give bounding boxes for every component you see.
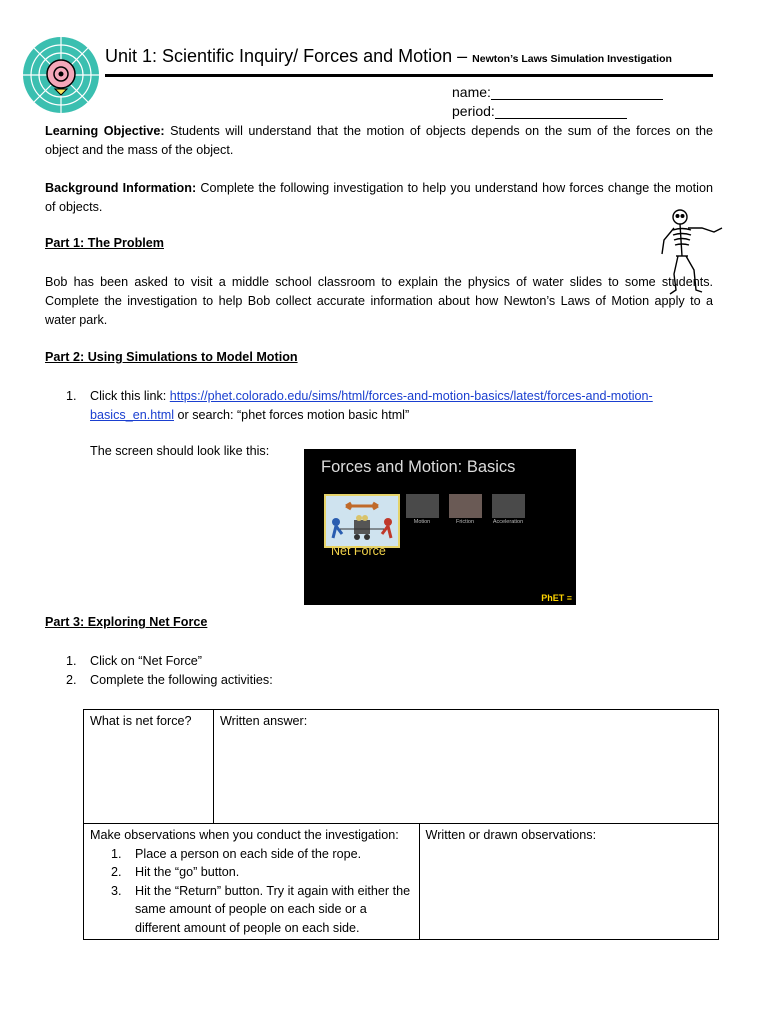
table-cell-instructions bbox=[84, 824, 420, 940]
background-information bbox=[45, 179, 713, 217]
table-row bbox=[84, 824, 719, 940]
part2-step1 bbox=[66, 387, 706, 424]
part2-step1-suffix: or search: “phet forces motion basic html” bbox=[174, 407, 410, 422]
period-label: period: bbox=[452, 103, 495, 119]
instruction-text: Hit the “Return” button. Try it again with either the same amount of people on each side or a different amount of people on each side. bbox=[135, 883, 411, 935]
friction-thumbnail bbox=[449, 494, 482, 518]
part3-steps bbox=[66, 652, 706, 689]
instruction-number: 1. bbox=[111, 846, 122, 861]
part2-step1-number: 1. bbox=[66, 389, 77, 403]
name-blank[interactable] bbox=[491, 84, 663, 100]
acceleration-thumbnail-label: Acceleration bbox=[492, 519, 524, 525]
learning-objective-label: Learning Objective: bbox=[45, 124, 165, 138]
instruction-text: Place a person on each side of the rope. bbox=[135, 846, 362, 861]
screen-note: The screen should look like this: bbox=[90, 444, 270, 458]
net-force-thumbnail bbox=[324, 494, 400, 548]
friction-thumbnail-label: Friction bbox=[455, 519, 475, 525]
part2-step1-prefix: Click this link: bbox=[90, 389, 170, 403]
part1-text: Bob has been asked to visit a middle school classroom to explain the physics of water slides to some students. Complete the investigation to help Bob collect accurate information about how Newton’s Laws of Motion apply to a water park. bbox=[45, 275, 713, 327]
observations-label: Written or drawn observations: bbox=[425, 828, 597, 842]
motion-thumbnail bbox=[406, 494, 439, 518]
part3-step-number: 2. bbox=[66, 672, 77, 687]
activity-table bbox=[83, 709, 719, 940]
instruction-item bbox=[90, 863, 413, 882]
part3-step bbox=[66, 671, 706, 690]
acceleration-thumbnail bbox=[492, 494, 525, 518]
part3-step-number: 1. bbox=[66, 654, 77, 668]
part3-heading: Part 3: Exploring Net Force bbox=[45, 615, 208, 629]
title-divider bbox=[105, 74, 713, 77]
learning-objective bbox=[45, 122, 713, 160]
table-cell-answer-label[interactable] bbox=[214, 710, 719, 824]
instruction-number: 3. bbox=[111, 883, 122, 898]
title-sub: Newton’s Laws Simulation Investigation bbox=[472, 53, 672, 65]
background-label: Background Information: bbox=[45, 181, 197, 195]
phet-logo: PhET ≡ bbox=[541, 593, 572, 603]
instruction-item bbox=[90, 882, 413, 938]
part3-step bbox=[66, 652, 706, 671]
part3-step-text: Complete the following activities: bbox=[90, 672, 273, 687]
unit-logo-icon bbox=[22, 36, 100, 114]
period-blank[interactable] bbox=[495, 103, 627, 119]
name-field[interactable] bbox=[452, 84, 663, 100]
period-field[interactable] bbox=[452, 103, 627, 119]
motion-thumbnail-label: Motion bbox=[413, 519, 431, 525]
part3-step-text: Click on “Net Force” bbox=[90, 654, 202, 668]
sim-main-label: Net Force bbox=[331, 544, 386, 558]
name-label: name: bbox=[452, 84, 491, 100]
background-text: Complete the following investigation to help you understand how forces change the motion of objects. bbox=[45, 181, 713, 214]
phet-sim-link[interactable]: https://phet.colorado.edu/sims/html/forces-and-motion-basics/latest/forces-and-motion-basics_en.html bbox=[90, 389, 653, 422]
table-cell-question: What is net force? bbox=[84, 710, 214, 824]
learning-objective-text: Students will understand that the motion of objects depends on the sum of the forces on the object and the mass of the object. bbox=[45, 124, 713, 157]
instruction-number: 2. bbox=[111, 865, 122, 879]
instructions-intro: Make observations when you conduct the investigation: bbox=[90, 828, 399, 842]
part1-heading: Part 1: The Problem bbox=[45, 236, 164, 250]
page-title bbox=[105, 46, 672, 67]
sim-title: Forces and Motion: Basics bbox=[321, 458, 516, 476]
instruction-text: Hit the “go” button. bbox=[135, 865, 240, 879]
table-cell-observations[interactable] bbox=[419, 824, 718, 940]
table-row bbox=[84, 710, 719, 824]
title-main: Unit 1: Scientific Inquiry/ Forces and Motion – bbox=[105, 46, 473, 66]
written-answer-label: Written answer: bbox=[220, 714, 308, 728]
simulation-screenshot bbox=[304, 449, 576, 605]
part2-heading: Part 2: Using Simulations to Model Motion bbox=[45, 350, 298, 364]
instruction-item bbox=[90, 845, 413, 864]
